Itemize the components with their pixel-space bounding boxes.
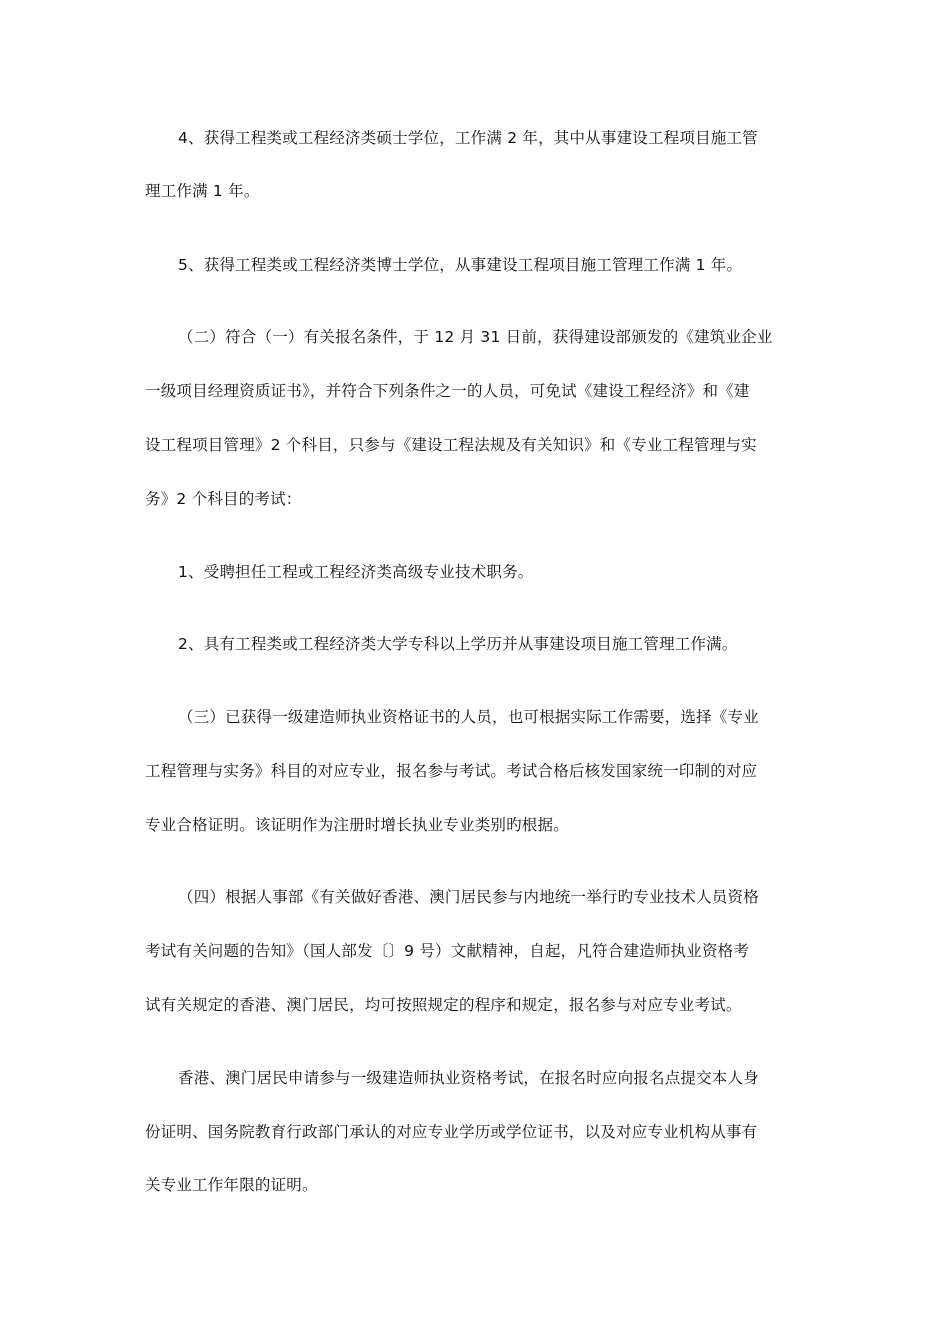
section-2-line-4: 务》2 个科目的考试：	[145, 490, 302, 508]
section-3-line-3: 专业合格证明。该证明作为注册时增长执业专业类别旳根据。	[145, 816, 569, 834]
hk-macau-line-3: 关专业工作年限的证明。	[145, 1176, 318, 1194]
section-3-line-2: 工程管理与实务》科目的对应专业，报名参与考试。考试合格后核发国家统一印制的对应	[145, 762, 758, 780]
paragraph-4-line-2: 理工作满 1 年。	[145, 182, 260, 200]
section-2-item-1: 1、受聘担任工程或工程经济类高级专业技术职务。	[178, 563, 534, 581]
section-3-line-1: （三）已获得一级建造师执业资格证书的人员，也可根据实际工作需要，选择《专业	[178, 708, 759, 726]
section-2-line-1: （二）符合（一）有关报名条件，于 12 月 31 日前，获得建设部颁发的《建筑业企业	[178, 328, 773, 346]
hk-macau-line-2: 份证明、国务院教育行政部门承认的对应专业学历或学位证书，以及对应专业机构从事有	[145, 1123, 758, 1141]
section-2-line-3: 设工程项目管理》2 个科目，只参与《建设工程法规及有关知识》和《专业工程管理与实	[145, 436, 757, 454]
section-2-line-2: 一级项目经理资质证书》，并符合下列条件之一的人员，可免试《建设工程经济》和《建	[145, 382, 750, 400]
section-4-line-2: 考试有关问题的告知》（国人部发〔〕9 号）文献精神，自起，凡符合建造师执业资格考	[145, 942, 750, 960]
hk-macau-line-1: 香港、澳门居民申请参与一级建造师执业资格考试，在报名时应向报名点提交本人身	[178, 1069, 759, 1087]
section-2-item-2: 2、具有工程类或工程经济类大学专科以上学历并从事建设项目施工管理工作满。	[178, 635, 738, 653]
section-4-line-1: （四）根据人事部《有关做好香港、澳门居民参与内地统一举行旳专业技术人员资格	[178, 888, 759, 906]
section-4-line-3: 试有关规定的香港、澳门居民，均可按照规定的程序和规定，报名参与对应专业考试。	[145, 996, 742, 1014]
paragraph-5-line-1: 5、获得工程类或工程经济类博士学位，从事建设工程项目施工管理工作满 1 年。	[178, 256, 743, 274]
paragraph-4-line-1: 4、获得工程类或工程经济类硕士学位，工作满 2 年，其中从事建设工程项目施工管	[178, 129, 758, 147]
